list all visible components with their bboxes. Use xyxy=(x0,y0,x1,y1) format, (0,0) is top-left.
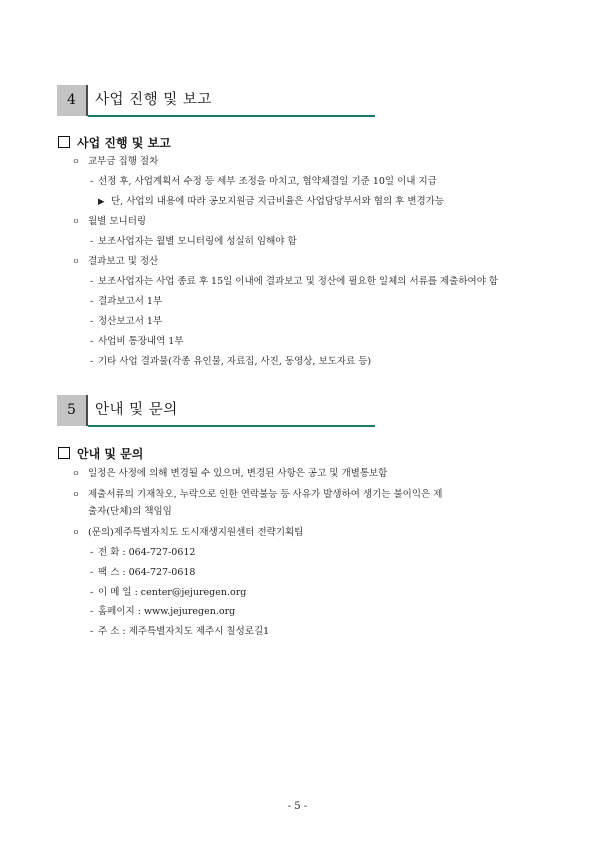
list-item: ㅇ 결과보고 및 정산 xyxy=(72,256,159,267)
list-item: - 결과보고서 1부 xyxy=(90,296,163,307)
list-item: ▶ 단, 사업의 내용에 따라 공모지원금 지급비율은 사업담당부서와 협의 후 변경가능 xyxy=(98,196,445,207)
section-number: 5 xyxy=(57,395,88,426)
checkbox-square-icon xyxy=(58,447,70,459)
list-item: ㅇ 교부금 집행 절차 xyxy=(72,156,159,167)
subsection-heading: 안내 및 문의 xyxy=(58,445,143,462)
list-item: - 보조사업자는 사업 종료 후 15일 이내에 결과보고 및 정산에 필요한 일체의 서류를 제출하여야 함 xyxy=(90,276,499,287)
contact-phone: - 전 화 : 064-727-0612 xyxy=(90,547,196,558)
section-underline xyxy=(88,115,375,117)
list-item: - 기타 사업 결과물(각종 유인물, 자료집, 사진, 동영상, 보도자료 등) xyxy=(90,356,372,367)
contact-email: - 이 메 일 : center@jejuregen.org xyxy=(90,587,247,598)
section-underline xyxy=(88,425,375,427)
checkbox-square-icon xyxy=(58,136,70,148)
contact-address: - 주 소 : 제주특별자치도 제주시 칠성로길1 xyxy=(90,626,270,637)
section-header-4 xyxy=(57,85,375,116)
list-item: ㅇ 일정은 사정에 의해 변경될 수 있으며, 변경된 사항은 공고 및 개별통보함 xyxy=(72,468,388,479)
list-item-continuation: 출자(단체)의 책임임 xyxy=(88,506,172,517)
section-header-5 xyxy=(57,395,375,426)
section-number: 4 xyxy=(57,85,88,116)
subsection-heading: 사업 진행 및 보고 xyxy=(58,134,171,151)
list-item: ㅇ 월별 모니터링 xyxy=(72,216,147,227)
page-number: - 5 - xyxy=(287,801,308,812)
list-item: - 정산보고서 1부 xyxy=(90,316,163,327)
list-item: ㅇ (문의)제주특별자치도 도시재생지원센터 전략기획팀 xyxy=(72,527,304,538)
section-title: 사업 진행 및 보고 xyxy=(95,92,212,108)
contact-fax: - 팩 스 : 064-727-0618 xyxy=(90,567,196,578)
section-title: 안내 및 문의 xyxy=(95,402,178,418)
arrow-icon: ▶ xyxy=(98,197,105,207)
list-item: - 보조사업자는 월별 모니터링에 성실히 임해야 함 xyxy=(90,236,297,247)
contact-homepage: - 홈페이지 : www.jejuregen.org xyxy=(90,606,236,617)
list-item: - 사업비 통장내역 1부 xyxy=(90,336,184,347)
list-item: ㅇ 제출서류의 기재착오, 누락으로 인한 연락불능 등 사유가 발생하여 생기는 불이익은 제 xyxy=(72,489,443,500)
list-item: - 선정 후, 사업계획서 수정 등 세부 조정을 마치고, 협약체결일 기준 10일 이내 지급 xyxy=(90,176,437,187)
